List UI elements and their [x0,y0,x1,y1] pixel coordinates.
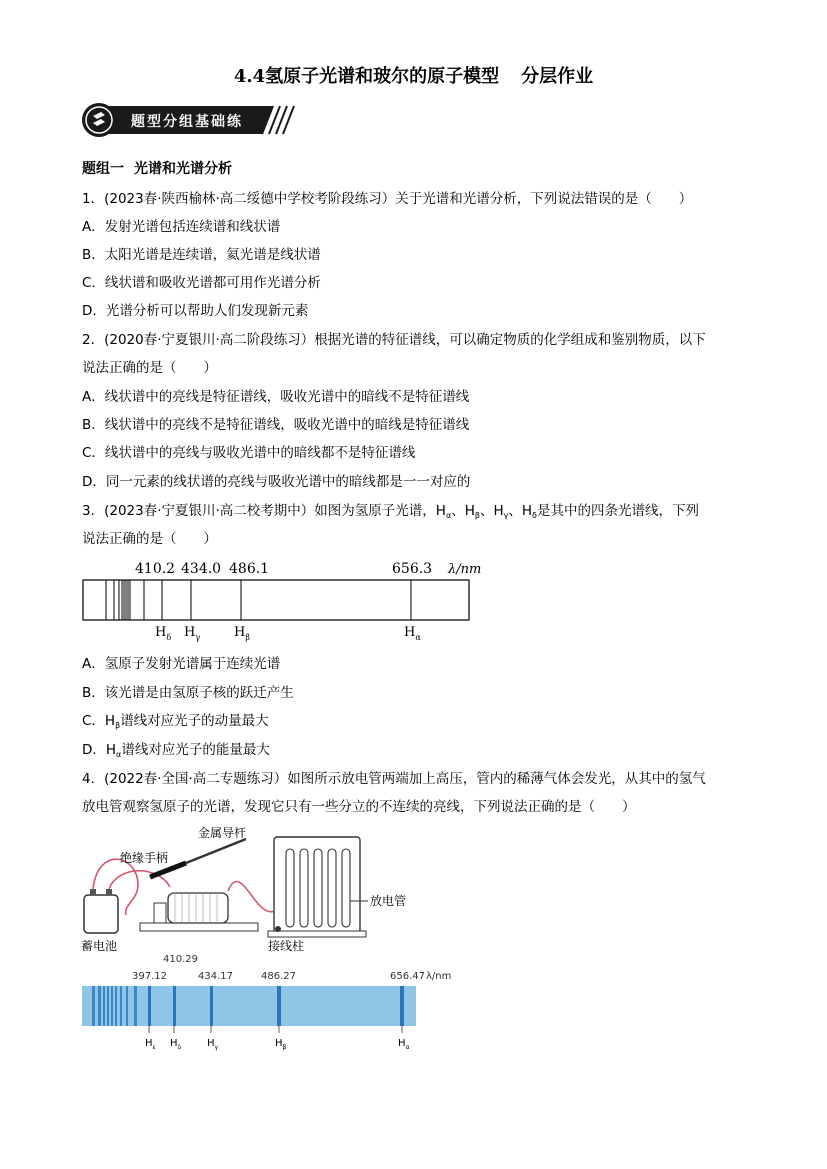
q3-stem-line2: 说法正确的是（ ） [82,531,217,547]
sub-delta: δ [532,511,537,520]
wl-unit-2: λ/nm [426,971,452,982]
wl-656-47: 656.47 [390,971,425,982]
wl-label-656: 656.3 [392,561,433,577]
wl-label-434: 434.0 [181,561,222,577]
q3-option-b: B．该光谱是由氢原子核的跃迁产生 [82,685,294,701]
q2-option-b: B．线状谱中的亮线不是特征谱线，吸收光谱中的暗线是特征谱线 [82,417,470,433]
metal-rod [186,839,246,863]
h-gamma-label-2: $H_\gamma$ [207,1038,219,1051]
handle-label: 绝缘手柄 [120,851,169,865]
spectrum-band [82,986,416,1026]
q3-stem-prefix: 3．(2023春·宁夏银川·高二校考期中）如图为氢原子光谱，H [82,503,446,519]
q3-stem-line1 [82,502,699,525]
wl-label-410: 410.2 [135,561,176,577]
colored-spectrum-figure [80,953,452,1053]
h-beta-label: $H_\beta$ [234,625,250,642]
wl-397-12: 397.12 [132,971,167,982]
base-board [140,923,258,931]
post-icon [275,926,281,932]
rack-base [268,931,366,937]
q4-stem-line2: 放电管观察氢原子的光谱，发现它只有一些分立的不连续的亮线，下列说法正确的是（ ） [82,799,636,815]
group-name: 题组一 [82,161,124,177]
group-heading [82,160,232,178]
h-epsilon-line [148,986,151,1026]
subtitle-text: 分层作业 [521,66,594,87]
q3-c-prefix: C．H [82,713,116,729]
h-letter: H [521,503,533,519]
q2-option-c: C．线状谱中的亮线与吸收光谱中的暗线都不是特征谱线 [82,445,416,461]
discharge-apparatus-figure [78,825,418,955]
q4-stem-line1: 4．(2022春·全国·高二专题练习）如图所示放电管两端加上高压，管内的稀薄气体会发光，从其中的氢气 [82,771,706,787]
q3-option-a: A．氢原子发射光谱属于连续光谱 [82,656,281,672]
hydrogen-spectrum-figure [80,558,480,644]
sub-alpha: α [445,511,452,520]
q3-stem-suffix: 是其中的四条光谱线，下列 [536,503,699,519]
h-alpha-line [400,986,404,1026]
title-text: 4.4氢原子光谱和玻尔的原子模型 [233,66,500,87]
q2-option-a: A．线状谱中的亮线是特征谱线，吸收光谱中的暗线不是特征谱线 [82,389,470,405]
q3-c-suffix: 谱线对应光子的动量最大 [120,713,269,729]
h-delta-line [173,986,176,1026]
wl-410-29: 410.29 [163,954,198,965]
sep: 、 [508,503,522,519]
wl-label-486: 486.1 [229,561,270,577]
q1-option-d: D．光谱分析可以帮助人们发现新元素 [82,303,309,319]
q1-option-a: A．发射光谱包括连续谱和线状谱 [82,219,281,235]
banner-label: 题型分组基础练 [131,114,243,130]
insulated-handle [150,863,186,877]
h-delta-label: $H_\delta$ [155,625,172,642]
post-label: 接线柱 [268,939,305,953]
q3-option-c [82,712,269,735]
group-topic: 光谱和光谱分析 [134,161,232,177]
sub-beta: β [115,721,121,730]
section-banner [81,102,299,138]
rod-label: 金属导杆 [198,826,247,840]
sub-alpha: α [116,750,122,759]
h-beta-label-2: $H_\beta$ [275,1038,287,1051]
sub-gamma: γ [503,511,509,520]
h-delta-label-2: $H_\delta$ [170,1038,182,1051]
q2-stem-line1: 2．(2020春·宁夏银川·高二阶段练习）根据光谱的特征谱线，可以确定物质的化学组成和鉴别物质，以下 [82,332,706,348]
h-alpha-label: $H_\alpha$ [404,625,421,642]
sep: 、 [480,503,494,519]
q3-d-suffix: 谱线对应光子的能量最大 [121,742,270,758]
switch-icon [154,903,166,923]
q1-stem: 1．(2023春·陕西榆林·高二绥德中学校考阶段练习）关于光谱和光谱分析，下列说法错误的是（ ） [82,191,693,207]
induction-coil [168,893,228,923]
wl-486-27: 486.27 [261,971,296,982]
q2-stem-line2: 说法正确的是（ ） [82,360,217,376]
q1-option-b: B．太阳光谱是连续谱，氦光谱是线状谱 [82,247,321,263]
battery-label: 蓄电池 [81,939,118,953]
h-gamma-label: $H_\gamma$ [184,625,201,642]
sub-beta: β [474,511,480,520]
battery-icon [84,895,118,933]
tube-label: 放电管 [370,894,407,908]
q2-option-d: D．同一元素的线状谱的亮线与吸收光谱中的暗线都是一一对应的 [82,474,471,490]
h-epsilon-label: $H_\varepsilon$ [145,1038,156,1051]
q3-d-prefix: D．H [82,742,117,758]
sep: 、 [451,503,465,519]
wl-434-17: 434.17 [198,971,233,982]
h-gamma-line [210,986,213,1026]
h-beta-line [277,986,281,1026]
page-title [0,62,827,88]
h-letter: H [493,503,504,519]
q3-option-d [82,741,270,764]
wl-unit: λ/nm [448,562,482,577]
h-alpha-label-2: $H_\alpha$ [398,1038,410,1051]
q1-option-c: C．线状谱和吸收光谱都可用作光谱分析 [82,275,321,291]
h-letter: H [464,503,475,519]
